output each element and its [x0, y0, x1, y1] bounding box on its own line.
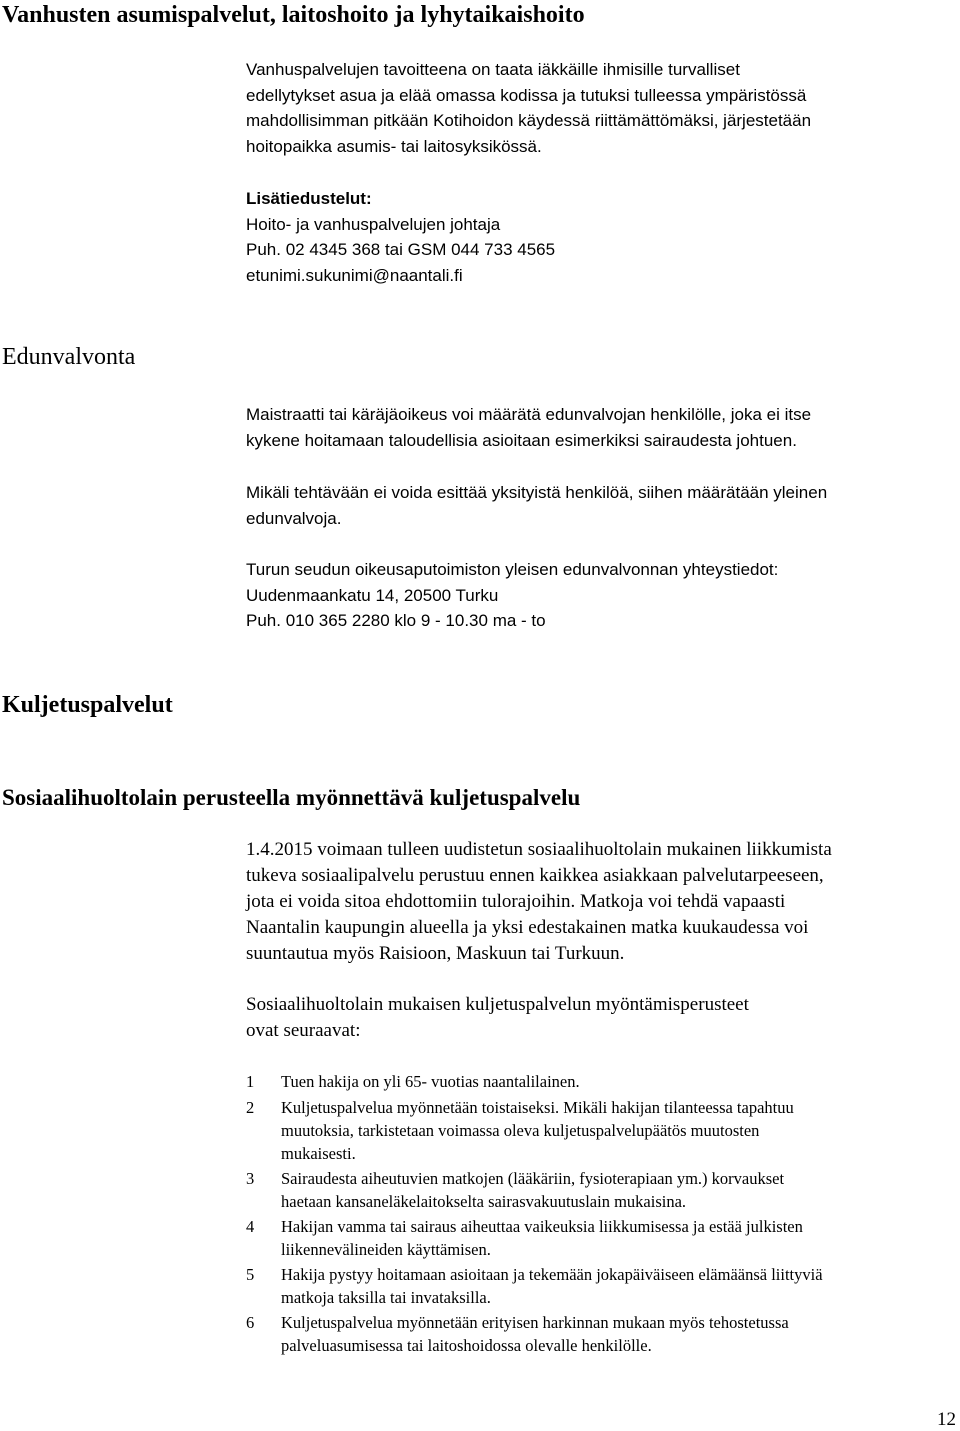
text-line: Turun seudun oikeusaputoimiston yleisen edunvalvonnan yhteystiedot:: [246, 560, 779, 579]
text-line: tukeva sosiaalipalvelu perustuu ennen kaikkea asiakkaan palvelutarpeeseen,: [246, 865, 824, 886]
text-line: kykene hoitamaan taloudellisia asioitaan esimerkiksi sairaudesta johtuen.: [246, 430, 797, 450]
contact-phone: Puh. 02 4345 368 tai GSM 044 733 4565: [246, 240, 556, 259]
paragraph-kuljetuspalvelu: [246, 837, 956, 967]
text-line: 1.4.2015 voimaan tulleen uudistetun sosiaalihuoltolain mukainen liikkumista: [246, 839, 832, 860]
criteria-intro: [246, 992, 956, 1044]
contact-edunvalvonta: [246, 557, 956, 634]
contact-label: Lisätiedustelut:: [246, 189, 372, 208]
text-line: jota ei voida sitoa ehdottomiin tulorajoihin. Matkoja voi tehdä vapaasti: [246, 891, 786, 912]
list-item-number: 2: [246, 1098, 255, 1117]
list-item-number: 5: [246, 1265, 255, 1284]
list-item: [246, 1215, 958, 1261]
contact-role: Hoito- ja vanhuspalvelujen johtaja: [246, 214, 501, 234]
text-line: ovat seuraavat:: [246, 1020, 361, 1041]
list-item: [246, 1167, 958, 1213]
criteria-list: [246, 1070, 958, 1357]
text-line: edunvalvoja.: [246, 508, 342, 528]
text-line: muutoksia, tarkistetaan voimassa oleva kuljetuspalvelupäätös muutosten: [281, 1121, 760, 1140]
text-line: Puh. 010 365 2280 klo 9 - 10.30 ma - to: [246, 611, 546, 630]
text-line: suuntautua myös Raisioon, Maskuun tai Turkuun.: [246, 943, 625, 964]
text-line: matkoja taksilla tai invataksilla.: [281, 1288, 491, 1307]
text-line: mahdollisimman pitkään Kotihoidon käydessä riittämättömäksi, järjestetään: [246, 111, 812, 130]
text-line: Vanhuspalvelujen tavoitteena on taata iäkkäille ihmisille turvalliset: [246, 60, 740, 79]
paragraph-edunvalvonta-1: [246, 402, 956, 453]
list-item-number: 3: [246, 1169, 255, 1188]
list-item: [246, 1070, 958, 1093]
text-line: palveluasumisessa tai laitoshoidossa olevalle henkilölle.: [281, 1336, 652, 1355]
paragraph-edunvalvonta-2: [246, 480, 956, 531]
text-line: Mikäli tehtävään ei voida esittää yksityistä henkilöä, siihen määrätään yleinen: [246, 483, 828, 502]
text-line: hoitopaikka asumis- tai laitosyksikössä.: [246, 136, 542, 156]
text-line: Maistraatti tai käräjäoikeus voi määrätä edunvalvojan henkilölle, joka ei itse: [246, 405, 812, 424]
text-line: haetaan kansaneläkelaitokselta sairasvakuutuslain mukaisina.: [281, 1192, 687, 1211]
text-line: Sairaudesta aiheutuvien matkojen (lääkäriin, fysioterapiaan ym.) korvaukset: [281, 1169, 785, 1188]
contact-asumispalvelut: [246, 186, 956, 288]
text-line: Tuen hakija on yli 65- vuotias naantalilainen.: [281, 1072, 580, 1091]
list-item: [246, 1263, 958, 1309]
heading-kuljetuspalvelut: Kuljetuspalvelut: [2, 692, 173, 718]
page-number: 12: [937, 1409, 956, 1430]
list-item-number: 1: [246, 1072, 255, 1091]
subheading-kuljetuspalvelu: Sosiaalihuoltolain perusteella myönnettävä kuljetuspalvelu: [2, 785, 581, 810]
text-line: Hakijan vamma tai sairaus aiheuttaa vaikeuksia liikkumisessa ja estää julkisten: [281, 1217, 803, 1236]
heading-asumispalvelut: Vanhusten asumispalvelut, laitoshoito ja lyhytaikaishoito: [2, 2, 585, 28]
text-line: liikennevälineiden käyttämisen.: [281, 1240, 491, 1259]
text-line: Kuljetuspalvelua myönnetään erityisen harkinnan mukaan myös tehostetussa: [281, 1313, 789, 1332]
text-line: Naantalin kaupungin alueella ja yksi edestakainen matka kuukaudessa voi: [246, 917, 809, 938]
text-line: Sosiaalihuoltolain mukaisen kuljetuspalvelun myöntämisperusteet: [246, 994, 749, 1015]
list-item: [246, 1311, 958, 1357]
text-line: Kuljetuspalvelua myönnetään toistaiseksi. Mikäli hakijan tilanteessa tapahtuu: [281, 1098, 794, 1117]
list-item-number: 4: [246, 1217, 255, 1236]
list-item-number: 6: [246, 1313, 255, 1332]
text-line: edellytykset asua ja elää omassa kodissa ja tutuksi tulleessa ympäristössä: [246, 85, 807, 105]
contact-email: etunimi.sukunimi@naantali.fi: [246, 265, 463, 285]
list-item: [246, 1096, 958, 1165]
text-line: Hakija pystyy hoitamaan asioitaan ja tekemään jokapäiväiseen elämäänsä liittyviä: [281, 1265, 823, 1284]
paragraph-asumispalvelut: [246, 57, 956, 159]
text-line: mukaisesti.: [281, 1144, 356, 1163]
heading-edunvalvonta: Edunvalvonta: [2, 344, 136, 370]
text-line: Uudenmaankatu 14, 20500 Turku: [246, 585, 499, 605]
